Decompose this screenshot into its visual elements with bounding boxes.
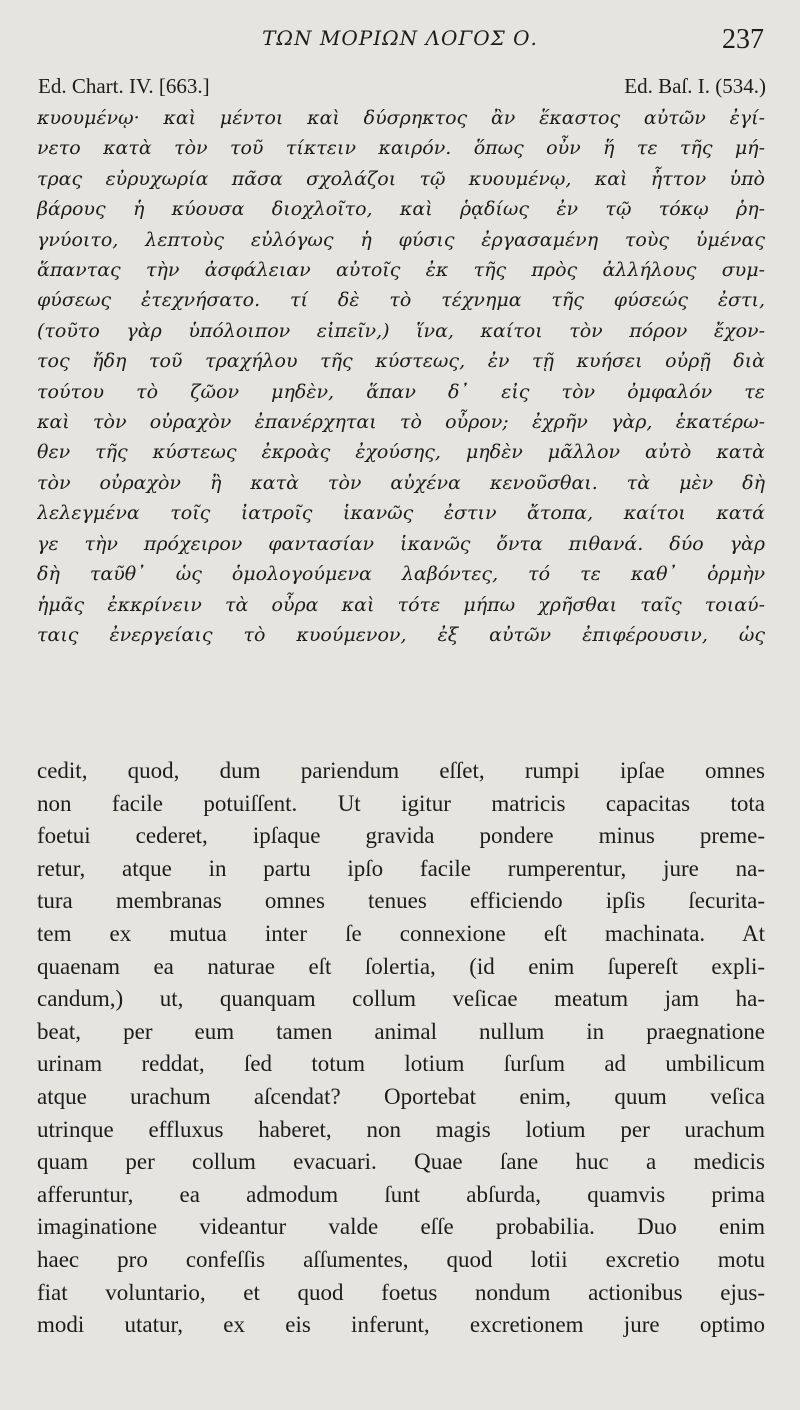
latin-line: retur, atque in partu ipſo facile rumperentur, jure na- [37,855,765,881]
latin-line: haec pro confeſſis aſſumentes, quod lotii excretio motu [37,1246,765,1272]
greek-line: γε τὴν πρόχειρον φαντασίαν ἱκανῶς ὄντα πιθανά. δύο γὰρ [37,532,765,555]
greek-line: τὸν οὐραχὸν ἢ κατὰ τὸν αὐχένα κενοῦσθαι. τὰ μὲν δὴ [37,471,765,494]
greek-line: τούτου τὸ ζῶον μηδὲν, ἅπαν δ᾽ εἰς τὸν ὀμφαλόν τε [37,380,765,403]
greek-line: νετο κατὰ τὸν τοῦ τίκτειν καιρόν. ὅπως οὖν ἥ τε τῆς μή- [37,137,765,160]
greek-line: ταις ἐνεργείαις τὸ κυούμενον, ἐξ αὐτῶν ἐπιφέρουσιν, ὡς [37,623,765,646]
greek-line: ἅπαντας τὴν ἀσφάλειαν αὐτοῖς ἐκ τῆς πρὸς ἀλλήλους συμ- [37,259,765,282]
latin-line: fiat voluntario, et quod foetus nondum actionibus ejus- [37,1279,765,1305]
latin-line: beat, per eum tamen animal nullum in praegnatione [37,1018,765,1044]
greek-text-block [37,103,765,650]
latin-line: tem ex mutua inter ſe connexione eſt machinata. At [37,920,765,946]
running-title: ΤΩΝ ΜΟΡΙΩΝ ΛΟΓΟΣ Ο. [262,26,538,50]
greek-line: λελεγμένα τοῖς ἰατροῖς ἱκανῶς ἐστιν ἄτοπα, καίτοι κατά [37,502,765,525]
greek-line: βάρους ἡ κύουσα διοχλοῖτο, καὶ ῥᾳδίως ἐν τῷ τόκῳ ῥη- [37,198,765,221]
greek-line: γνύοιτο, λεπτοὺς εὐλόγως ἡ φύσις ἐργασαμένη τοὺς ὑμένας [37,228,765,251]
latin-text-block [37,755,765,1342]
latin-line: non facile potuiſſent. Ut igitur matricis capacitas tota [37,790,765,816]
greek-line: ἡμᾶς ἐκκρίνειν τὰ οὖρα καὶ τότε μήπω χρῆσθαι ταῖς τοιαύ- [37,593,765,616]
latin-line: quam per collum evacuari. Quae ſane huc a medicis [37,1149,765,1175]
greek-line: θεν τῆς κύστεως ἐκροὰς ἐχούσης, μηδὲν μᾶλλον αὐτὸ κατὰ [37,441,765,464]
latin-line: utrinque effluxus haberet, non magis lotium per urachum [37,1116,765,1142]
latin-line: cedit, quod, dum pariendum eſſet, rumpi ipſae omnes [37,758,765,783]
greek-line: κυουμένῳ· καὶ μέντοι καὶ δύσρηκτος ἂν ἕκαστος αὐτῶν ἐγί- [37,107,765,129]
greek-line: δὴ ταῦθ᾽ ὡς ὁμολογούμενα λαβόντες, τό τε καθ᾽ ὁρμὴν [37,563,765,586]
edition-basel: Ed. Baſ. I. (534.) [624,74,766,98]
latin-line: urinam reddat, ſed totum lotium ſurſum ad umbilicum [37,1051,765,1077]
latin-line: candum,) ut, quanquam collum veſicae meatum jam ha- [37,986,765,1012]
edition-chartier: Ed. Chart. IV. [663.] [38,74,210,98]
latin-line: tura membranas omnes tenues efficiendo ipſis ſecurita- [37,888,765,914]
latin-line: foetui cederet, ipſaque gravida pondere minus preme- [37,823,765,849]
latin-line: afferuntur, ea admodum ſunt abſurda, quamvis prima [37,1181,765,1207]
edition-reference-line [38,74,766,104]
greek-line: φύσεως ἐτεχνήσατο. τί δὲ τὸ τέχνημα τῆς φύσεώς ἐστι, [37,289,765,312]
latin-line: quaenam ea naturae eſt ſolertia, (id enim ſupereſt expli- [37,953,765,979]
greek-line: καὶ τὸν οὐραχὸν ἐπανέρχηται τὸ οὖρον; ἐχρῆν γὰρ, ἑκατέρω- [37,411,765,434]
latin-line: atque urachum aſcendat? Oportebat enim, quum veſica [37,1083,765,1109]
latin-line: imaginatione videantur valde eſſe probabilia. Duo enim [37,1214,765,1240]
latin-line: modi utatur, ex eis inferunt, excretionem jure optimo [37,1312,765,1338]
page-number: 237 [722,24,764,55]
greek-line: τρας εὐρυχωρία πᾶσα σχολάζοι τῷ κυουμένῳ, καὶ ἧττον ὑπὸ [37,167,765,190]
greek-line: (τοῦτο γὰρ ὑπόλοιπον εἰπεῖν,) ἵνα, καίτοι τὸν πόρον ἔχον- [37,319,765,342]
greek-line: τος ἤδη τοῦ τραχήλου τῆς κύστεως, ἐν τῇ κυήσει οὐρῇ διὰ [37,350,765,373]
